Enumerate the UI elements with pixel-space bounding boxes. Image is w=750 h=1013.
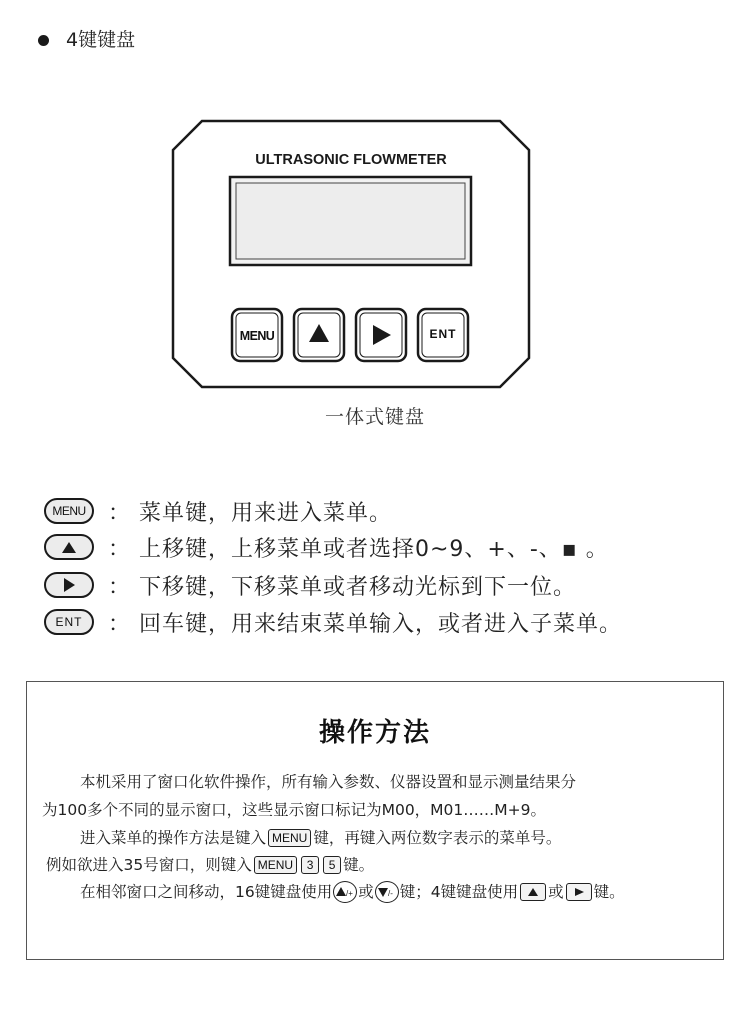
down-minus-key-inline — [375, 881, 399, 903]
svg-text:/-: /- — [387, 889, 393, 898]
digit-5-key-inline: 5 — [323, 856, 341, 874]
down-minus-icon — [377, 885, 397, 899]
operation-text: 或 — [548, 883, 564, 901]
lcd-display-screen — [236, 183, 465, 259]
menu-key-icon: MENU — [44, 498, 94, 524]
menu-key-inline: MENU — [254, 856, 297, 874]
menu-key[interactable] — [232, 309, 282, 361]
up-triangle-icon — [527, 887, 539, 897]
up-key-icon — [44, 534, 94, 560]
operation-text: 在相邻窗口之间移动，16键键盘使用 — [80, 883, 333, 901]
key-row-enter — [44, 605, 622, 639]
menu-key-inline: MENU — [268, 829, 311, 847]
right-triangle-icon — [573, 887, 585, 897]
device-brand-label: ULTRASONIC FLOWMETER — [255, 152, 447, 168]
operation-text: 进入菜单的操作方法是键入 — [80, 829, 267, 847]
operation-text: 键。 — [593, 883, 625, 901]
operation-text: 例如欲进入35号窗口，则键入 — [46, 856, 252, 874]
device-caption: 一体式键盘 — [324, 406, 425, 428]
right-key-icon — [44, 572, 94, 598]
operation-text: 为100多个不同的显示窗口，这些显示窗口标记为M00，M01……M+9。 — [42, 801, 547, 819]
up-plus-key-inline — [333, 881, 357, 903]
operation-text: 键。 — [343, 856, 375, 874]
enter-key-icon: ENT — [44, 609, 94, 635]
right-triangle-icon — [62, 577, 76, 593]
operation-title: 操作方法 — [318, 718, 431, 748]
operation-text: 或 — [358, 883, 374, 901]
section-title: 4键键盘 — [66, 29, 136, 51]
operation-text: 键；4键键盘使用 — [399, 883, 519, 901]
menu-key-label: MENU — [239, 329, 275, 343]
up-key[interactable] — [294, 309, 344, 361]
digit-3-key-inline: 3 — [301, 856, 319, 874]
up-plus-icon — [335, 885, 355, 899]
enter-key[interactable] — [418, 309, 468, 361]
operation-text: 键，再键入两位数字表示的菜单号。 — [313, 829, 562, 847]
enter-key-description: ： 回车键，用来结束菜单输入，或者进入子菜单。 — [108, 611, 622, 637]
operation-paragraph-4 — [80, 881, 625, 903]
key-row-up — [44, 530, 609, 564]
operation-paragraph-1-line-1 — [80, 771, 576, 793]
bullet-icon — [38, 35, 49, 46]
operation-text: 本机采用了窗口化软件操作，所有输入参数、仪器设置和显示测量结果分 — [80, 773, 577, 791]
up-triangle-icon — [61, 541, 77, 554]
flowmeter-keypad-illustration — [170, 118, 532, 390]
key-row-right — [44, 568, 576, 602]
right-key[interactable] — [356, 309, 406, 361]
up-key-description: ： 上移键，上移菜单或者选择0~9、+、-、▪ 。 — [108, 536, 609, 562]
menu-key-description: ： 菜单键，用来进入菜单。 — [108, 500, 392, 526]
operation-paragraph-3 — [46, 854, 374, 876]
up-key-inline — [520, 883, 546, 901]
svg-text:/+: /+ — [346, 889, 354, 898]
operation-paragraph-2 — [80, 827, 561, 849]
key-row-menu — [44, 494, 392, 528]
enter-key-label: ENT — [429, 327, 457, 341]
right-key-inline — [566, 883, 592, 901]
right-key-description: ： 下移键，下移菜单或者移动光标到下一位。 — [108, 574, 576, 600]
operation-paragraph-1-line-2 — [42, 799, 546, 821]
